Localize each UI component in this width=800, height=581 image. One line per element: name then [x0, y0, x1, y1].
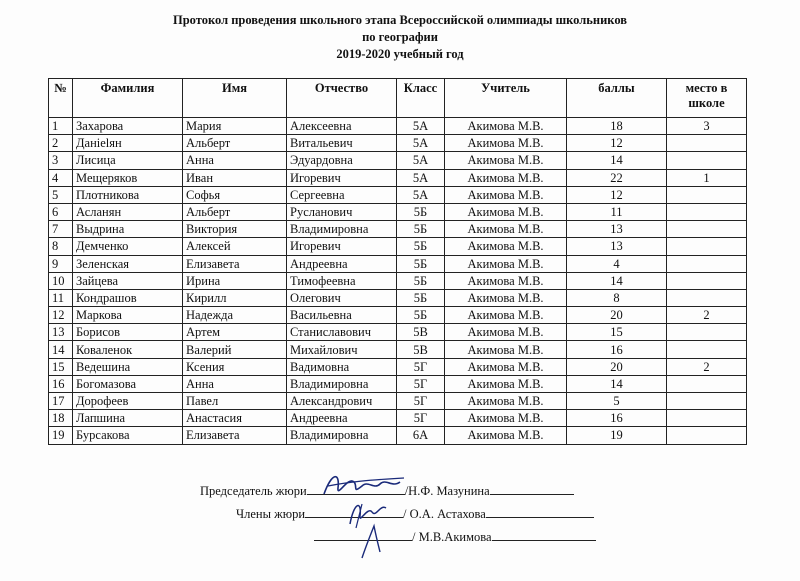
cell-class: 5А	[397, 186, 445, 203]
table-row	[49, 358, 747, 375]
table-row	[49, 272, 747, 289]
member1-name: / О.А. Астахова	[403, 507, 486, 521]
member2-name: / М.В.Акимова	[412, 530, 492, 544]
cell-place	[667, 341, 747, 358]
cell-patronymic: Васильевна	[287, 307, 397, 324]
cell-teacher: Акимова М.В.	[445, 358, 567, 375]
header-teacher: Учитель	[445, 79, 567, 118]
cell-place: 3	[667, 118, 747, 135]
row-number: 11	[49, 289, 73, 306]
cell-patronymic: Алексеевна	[287, 118, 397, 135]
cell-class: 5А	[397, 169, 445, 186]
table-row	[49, 238, 747, 255]
cell-score: 20	[567, 307, 667, 324]
cell-score: 14	[567, 152, 667, 169]
cell-surname: Борисов	[73, 324, 183, 341]
title-line-2: по географии	[362, 30, 438, 44]
cell-class: 5Б	[397, 238, 445, 255]
cell-name: Алексей	[183, 238, 287, 255]
members-label: Члены жюри	[236, 507, 306, 521]
cell-teacher: Акимова М.В.	[445, 410, 567, 427]
table-row	[49, 152, 747, 169]
cell-patronymic: Владимировна	[287, 221, 397, 238]
cell-class: 5Г	[397, 393, 445, 410]
cell-class: 5Б	[397, 255, 445, 272]
signature-line	[490, 482, 574, 495]
cell-surname: Плотникова	[73, 186, 183, 203]
cell-surname: Маркова	[73, 307, 183, 324]
cell-score: 13	[567, 221, 667, 238]
cell-score: 11	[567, 203, 667, 220]
row-number: 13	[49, 324, 73, 341]
cell-place	[667, 427, 747, 444]
table-row	[49, 393, 747, 410]
cell-surname: Выдрина	[73, 221, 183, 238]
cell-surname: Мещеряков	[73, 169, 183, 186]
row-number: 9	[49, 255, 73, 272]
cell-score: 5	[567, 393, 667, 410]
cell-teacher: Акимова М.В.	[445, 203, 567, 220]
cell-name: Софья	[183, 186, 287, 203]
title-line-1: Протокол проведения школьного этапа Всероссийской олимпиады школьников	[172, 13, 628, 27]
row-number: 17	[49, 393, 73, 410]
table-row	[49, 427, 747, 444]
cell-class: 5В	[397, 341, 445, 358]
cell-score: 8	[567, 289, 667, 306]
row-number: 3	[49, 152, 73, 169]
cell-patronymic: Тимофеевна	[287, 272, 397, 289]
cell-name: Виктория	[183, 221, 287, 238]
cell-surname: Зеленская	[73, 255, 183, 272]
table-row	[49, 341, 747, 358]
row-number: 2	[49, 135, 73, 152]
cell-class: 5Г	[397, 410, 445, 427]
cell-teacher: Акимова М.В.	[445, 427, 567, 444]
cell-patronymic: Андреевна	[287, 255, 397, 272]
table-row	[49, 289, 747, 306]
cell-name: Ксения	[183, 358, 287, 375]
cell-score: 19	[567, 427, 667, 444]
cell-class: 5Г	[397, 358, 445, 375]
cell-teacher: Акимова М.В.	[445, 221, 567, 238]
cell-patronymic: Михайлович	[287, 341, 397, 358]
cell-class: 5В	[397, 324, 445, 341]
cell-surname: Зайцева	[73, 272, 183, 289]
cell-place	[667, 203, 747, 220]
cell-surname: Демченко	[73, 238, 183, 255]
cell-name: Альберт	[183, 203, 287, 220]
cell-score: 14	[567, 272, 667, 289]
cell-teacher: Акимова М.В.	[445, 393, 567, 410]
cell-teacher: Акимова М.В.	[445, 118, 567, 135]
document-title	[0, 12, 800, 63]
cell-name: Анна	[183, 375, 287, 392]
cell-class: 5Б	[397, 203, 445, 220]
cell-teacher: Акимова М.В.	[445, 324, 567, 341]
cell-class: 5А	[397, 118, 445, 135]
cell-place	[667, 289, 747, 306]
cell-class: 5Г	[397, 375, 445, 392]
cell-score: 20	[567, 358, 667, 375]
cell-patronymic: Владимировна	[287, 375, 397, 392]
cell-patronymic: Игоревич	[287, 169, 397, 186]
cell-name: Елизавета	[183, 255, 287, 272]
cell-teacher: Акимова М.В.	[445, 135, 567, 152]
header-surname: Фамилия	[73, 79, 183, 118]
row-number: 8	[49, 238, 73, 255]
row-number: 18	[49, 410, 73, 427]
cell-teacher: Акимова М.В.	[445, 186, 567, 203]
cell-name: Мария	[183, 118, 287, 135]
cell-place: 2	[667, 358, 747, 375]
cell-score: 14	[567, 375, 667, 392]
header-place: место в школе	[667, 79, 747, 118]
table-row	[49, 203, 747, 220]
table-row	[49, 135, 747, 152]
cell-surname: Бурсакова	[73, 427, 183, 444]
cell-class: 6А	[397, 427, 445, 444]
cell-place	[667, 152, 747, 169]
cell-surname: Кондрашов	[73, 289, 183, 306]
cell-name: Елизавета	[183, 427, 287, 444]
cell-patronymic: Витальевич	[287, 135, 397, 152]
table-row	[49, 307, 747, 324]
cell-name: Ирина	[183, 272, 287, 289]
cell-place	[667, 410, 747, 427]
table-row	[49, 375, 747, 392]
cell-patronymic: Вадимовна	[287, 358, 397, 375]
cell-name: Валерий	[183, 341, 287, 358]
table-row	[49, 221, 747, 238]
cell-patronymic: Русланович	[287, 203, 397, 220]
cell-place	[667, 221, 747, 238]
cell-surname: Данielян	[73, 135, 183, 152]
table-row	[49, 118, 747, 135]
cell-class: 5Б	[397, 221, 445, 238]
title-line-3: 2019-2020 учебный год	[336, 47, 464, 61]
row-number: 16	[49, 375, 73, 392]
cell-place: 2	[667, 307, 747, 324]
cell-patronymic: Андреевна	[287, 410, 397, 427]
row-number: 15	[49, 358, 73, 375]
cell-name: Артем	[183, 324, 287, 341]
cell-name: Анна	[183, 152, 287, 169]
cell-place	[667, 255, 747, 272]
row-number: 4	[49, 169, 73, 186]
cell-place	[667, 186, 747, 203]
cell-score: 13	[567, 238, 667, 255]
cell-teacher: Акимова М.В.	[445, 255, 567, 272]
cell-surname: Асланян	[73, 203, 183, 220]
cell-score: 16	[567, 410, 667, 427]
cell-class: 5А	[397, 135, 445, 152]
cell-surname: Ведешина	[73, 358, 183, 375]
table-row	[49, 255, 747, 272]
cell-patronymic: Олегович	[287, 289, 397, 306]
cell-place	[667, 375, 747, 392]
cell-teacher: Акимова М.В.	[445, 238, 567, 255]
row-number: 10	[49, 272, 73, 289]
cell-surname: Захарова	[73, 118, 183, 135]
cell-name: Альберт	[183, 135, 287, 152]
cell-class: 5А	[397, 152, 445, 169]
cell-score: 22	[567, 169, 667, 186]
cell-place	[667, 135, 747, 152]
cell-teacher: Акимова М.В.	[445, 341, 567, 358]
cell-teacher: Акимова М.В.	[445, 289, 567, 306]
row-number: 12	[49, 307, 73, 324]
cell-score: 4	[567, 255, 667, 272]
cell-score: 18	[567, 118, 667, 135]
cell-teacher: Акимова М.В.	[445, 307, 567, 324]
table-row	[49, 410, 747, 427]
row-number: 14	[49, 341, 73, 358]
cell-surname: Лисица	[73, 152, 183, 169]
cell-surname: Дорофеев	[73, 393, 183, 410]
cell-surname: Лапшина	[73, 410, 183, 427]
table-row	[49, 324, 747, 341]
chair-label: Председатель жюри	[200, 484, 307, 498]
cell-score: 12	[567, 186, 667, 203]
table-header-row	[49, 79, 747, 118]
results-table	[48, 78, 747, 445]
cell-patronymic: Эдуардовна	[287, 152, 397, 169]
cell-teacher: Акимова М.В.	[445, 375, 567, 392]
cell-place	[667, 272, 747, 289]
cell-name: Иван	[183, 169, 287, 186]
cell-score: 16	[567, 341, 667, 358]
table-row	[49, 186, 747, 203]
cell-class: 5Б	[397, 289, 445, 306]
table-row	[49, 169, 747, 186]
cell-score: 12	[567, 135, 667, 152]
cell-patronymic: Станиславович	[287, 324, 397, 341]
cell-class: 5Б	[397, 307, 445, 324]
row-number: 1	[49, 118, 73, 135]
row-number: 5	[49, 186, 73, 203]
row-number: 19	[49, 427, 73, 444]
header-score: баллы	[567, 79, 667, 118]
member2-handwritten-signature	[352, 522, 392, 562]
chair-name: /Н.Ф. Мазунина	[404, 484, 490, 498]
cell-name: Надежда	[183, 307, 287, 324]
cell-patronymic: Игоревич	[287, 238, 397, 255]
cell-name: Кирилл	[183, 289, 287, 306]
cell-score: 15	[567, 324, 667, 341]
header-class: Класс	[397, 79, 445, 118]
cell-patronymic: Владимировна	[287, 427, 397, 444]
cell-patronymic: Александрович	[287, 393, 397, 410]
cell-name: Павел	[183, 393, 287, 410]
cell-patronymic: Сергеевна	[287, 186, 397, 203]
cell-place	[667, 238, 747, 255]
signature-line	[492, 528, 596, 541]
cell-surname: Богомазова	[73, 375, 183, 392]
cell-surname: Коваленок	[73, 341, 183, 358]
signature-line	[486, 505, 594, 518]
cell-teacher: Акимова М.В.	[445, 272, 567, 289]
cell-place	[667, 324, 747, 341]
header-num: №	[49, 79, 73, 118]
cell-name: Анастасия	[183, 410, 287, 427]
cell-teacher: Акимова М.В.	[445, 169, 567, 186]
cell-teacher: Акимова М.В.	[445, 152, 567, 169]
cell-place: 1	[667, 169, 747, 186]
row-number: 6	[49, 203, 73, 220]
member1-signature-row	[236, 505, 594, 522]
row-number: 7	[49, 221, 73, 238]
cell-class: 5Б	[397, 272, 445, 289]
header-name: Имя	[183, 79, 287, 118]
cell-place	[667, 393, 747, 410]
header-patronymic: Отчество	[287, 79, 397, 118]
